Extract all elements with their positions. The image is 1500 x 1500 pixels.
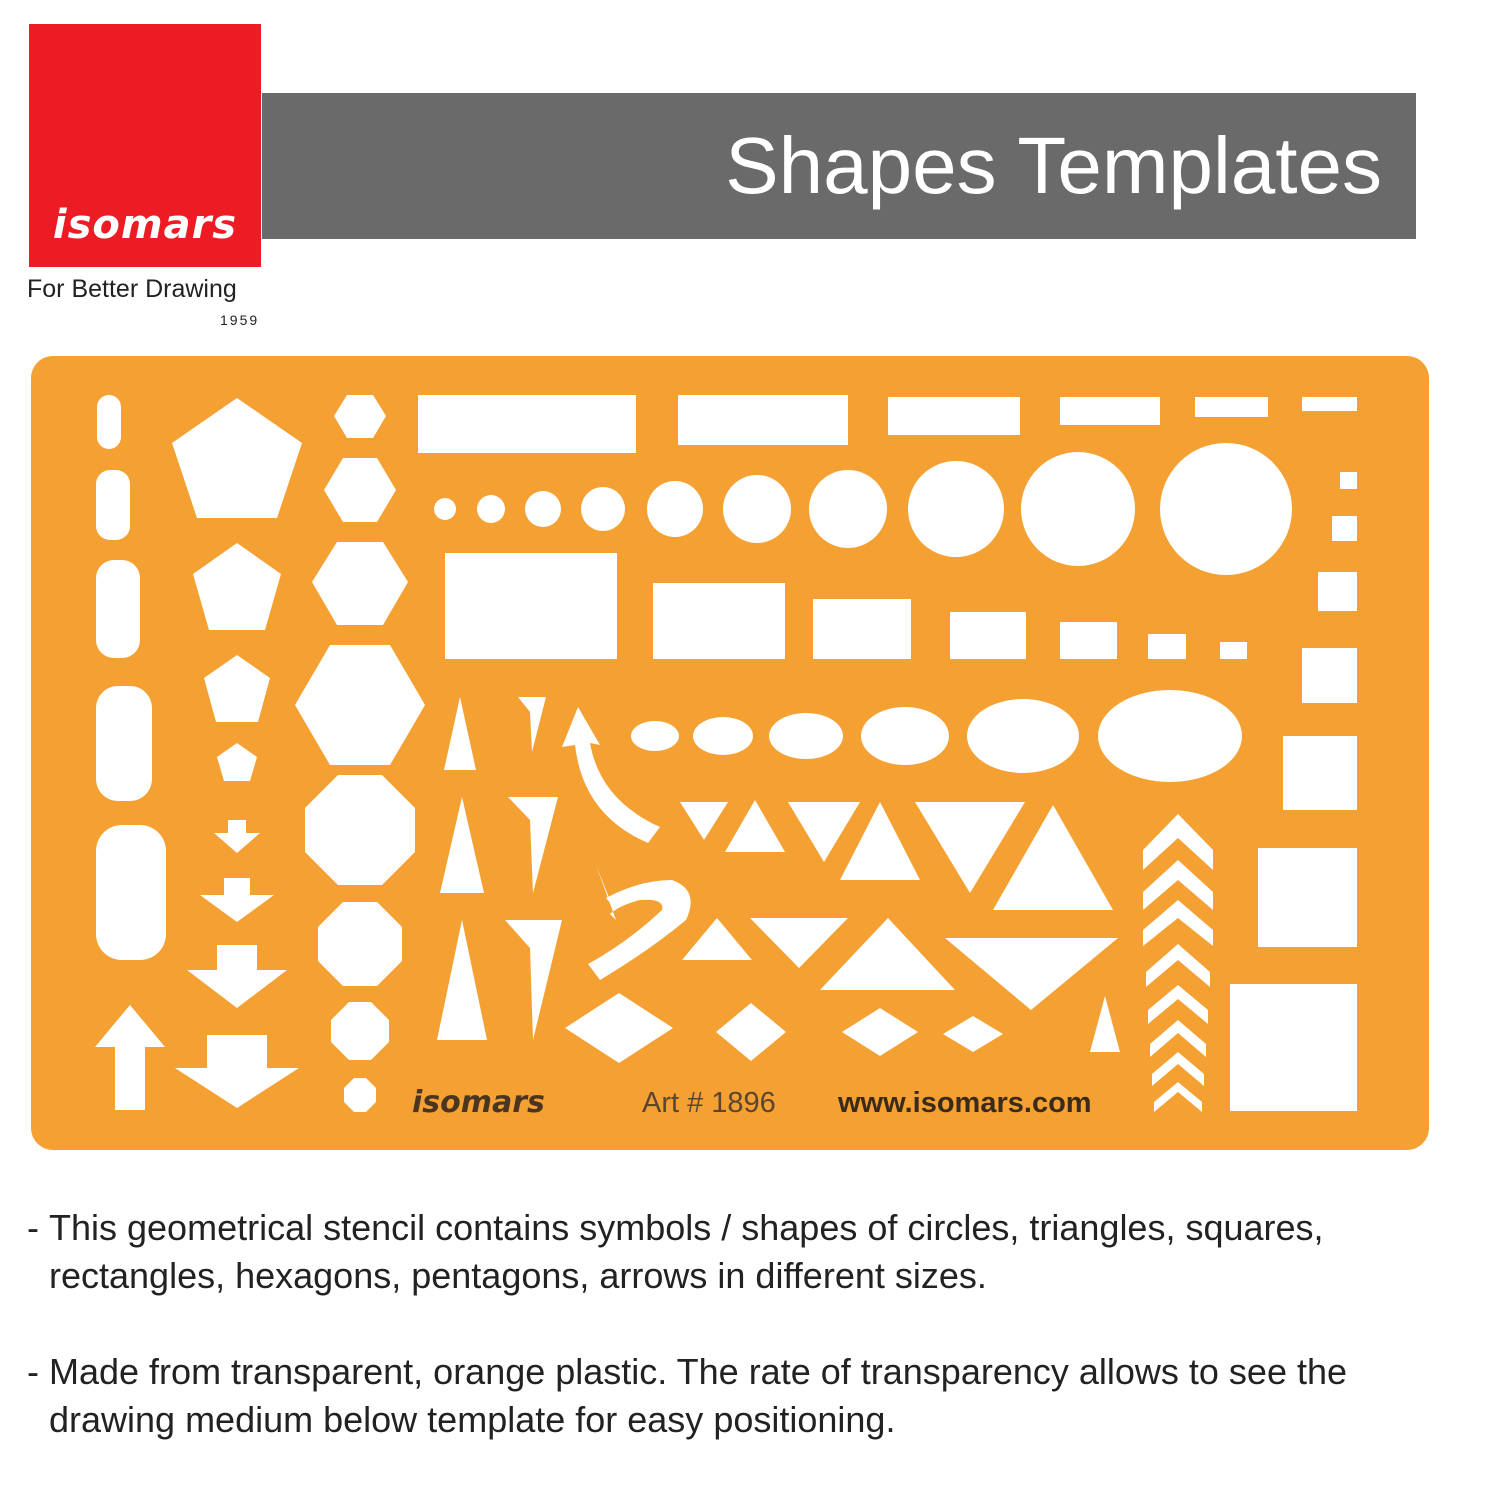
rectangle-cutout [1195, 397, 1268, 417]
circle-cutout [477, 495, 505, 523]
capsule-cutout [96, 560, 140, 658]
square-cutout [1318, 572, 1357, 611]
ellipse-cutout [631, 721, 679, 751]
stencil-brand-imprint: isomars [412, 1085, 545, 1120]
ellipse-cutout [861, 707, 949, 765]
circle-cutout [1021, 452, 1135, 566]
rectangle-cutout [1060, 397, 1160, 425]
isomars-logo [29, 24, 261, 267]
rectangle-cutout [678, 395, 848, 445]
capsule-cutout [97, 395, 121, 449]
ellipse-cutout [769, 713, 843, 759]
rectangle-cutout [418, 395, 636, 453]
rectangle-cutout [445, 553, 617, 659]
brand-year: 1959 [220, 312, 260, 328]
circle-cutout [723, 475, 791, 543]
rectangle-cutout [950, 612, 1026, 659]
circle-cutout [581, 487, 625, 531]
circle-cutout [809, 470, 887, 548]
stencil-article-number: Art # 1896 [642, 1087, 776, 1119]
capsule-cutout [96, 470, 130, 540]
ellipse-cutout [1098, 690, 1242, 782]
rectangle-cutout [653, 583, 785, 659]
square-cutout [1332, 516, 1357, 541]
stencil-website: www.isomars.com [838, 1087, 1092, 1119]
capsule-cutout [96, 825, 166, 960]
title-banner [262, 93, 1416, 239]
description-bullet-2 [27, 1348, 1477, 1444]
bullet-dash: - [27, 1351, 39, 1392]
circle-cutout [647, 481, 703, 537]
ellipse-cutout [693, 717, 753, 755]
circle-cutout [1160, 443, 1292, 575]
shapes-stencil-template [31, 356, 1429, 1150]
circle-cutout [525, 491, 561, 527]
bullet-dash: - [27, 1207, 39, 1248]
rectangle-cutout [813, 599, 911, 659]
square-cutout [1283, 736, 1357, 810]
circle-cutout [908, 461, 1004, 557]
description-text: Made from transparent, orange plastic. The rate of transparency allows to see the drawing medium below template for easy positioning. [49, 1351, 1348, 1440]
brand-tagline: For Better Drawing [27, 275, 237, 303]
logo-text: isomars [52, 202, 238, 248]
ellipse-cutout [967, 699, 1079, 773]
square-cutout [1230, 984, 1357, 1111]
page-title: Shapes Templates [725, 121, 1382, 210]
circle-cutout [434, 498, 456, 520]
rectangle-cutout [1302, 397, 1357, 411]
square-cutout [1258, 848, 1357, 947]
description-text: This geometrical stencil contains symbols / shapes of circles, triangles, squares, rectangles, hexagons, pentagons, arrows in different sizes. [49, 1207, 1324, 1296]
capsule-cutout [96, 686, 152, 801]
rectangle-cutout [1220, 642, 1247, 659]
square-cutout [1302, 648, 1357, 703]
square-cutout [1340, 472, 1357, 489]
rectangle-cutout [888, 397, 1020, 435]
octagon-cutout [305, 775, 415, 885]
description-bullet-1 [27, 1204, 1477, 1300]
rectangle-cutout [1148, 634, 1186, 659]
octagon-cutout [318, 902, 402, 986]
rectangle-cutout [1060, 622, 1117, 659]
